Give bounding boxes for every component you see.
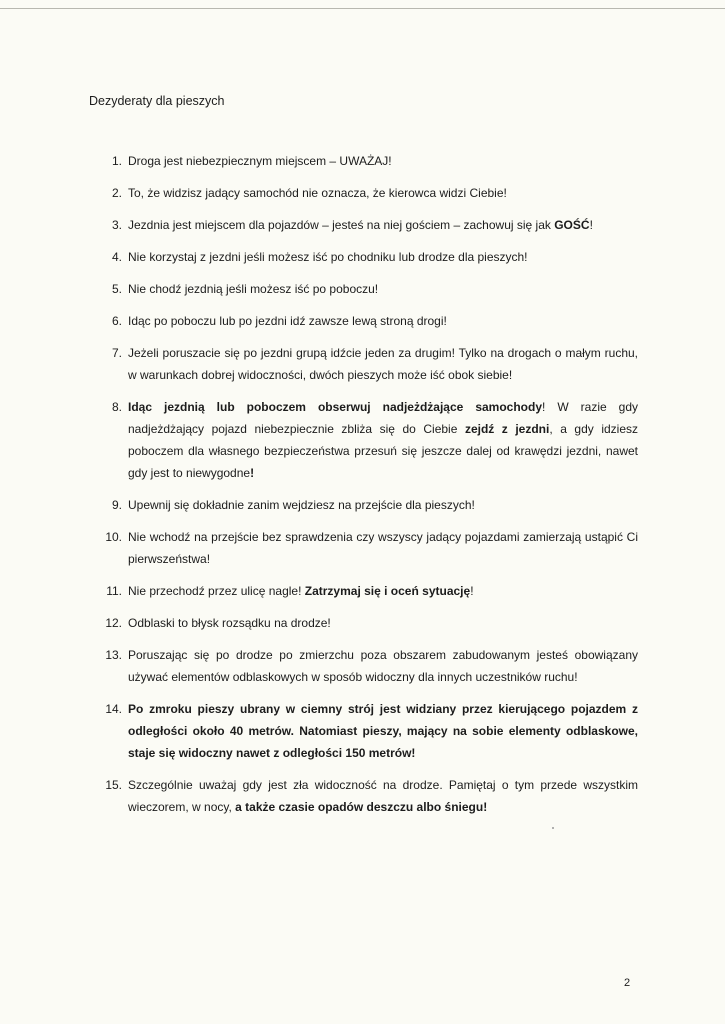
list-item-number: 3. bbox=[111, 218, 122, 232]
bold-text-segment: zejdź z jezdni bbox=[464, 422, 550, 436]
list-item bbox=[0, 644, 725, 688]
text-segment: ! bbox=[589, 218, 593, 232]
text-segment: ! bbox=[470, 584, 474, 598]
list-item-text bbox=[128, 278, 638, 300]
list-item-number: 13. bbox=[105, 648, 122, 662]
list-item-number: 9. bbox=[111, 498, 122, 512]
page-number: 2 bbox=[624, 977, 631, 989]
text-segment: , a gdy idziesz poboczem dla własnego bezpieczeństwa przesuń się jeszcze dalej od krawędzi jezdni, nawet gdy jest to niewygodne bbox=[128, 422, 638, 480]
list-item-text bbox=[128, 214, 638, 236]
list-item-number: 15. bbox=[105, 778, 122, 792]
bold-text-segment: GOŚĆ bbox=[554, 218, 590, 232]
numbered-list bbox=[0, 150, 725, 828]
list-item-number: 11. bbox=[106, 584, 122, 598]
list-item-number: 14. bbox=[105, 702, 122, 716]
text-segment: To, że widzisz jadący samochód nie oznacza, że kierowca widzi Ciebie! bbox=[128, 186, 507, 200]
bold-text-segment: Po zmroku pieszy ubrany w ciemny strój jest widziany przez kierującego pojazdem z odległości około 40 metrów. Natomiast pieszy, mający na sobie elementy odblaskowe, staje się widoczny nawet z odległości 150 metrów! bbox=[128, 702, 638, 760]
text-segment: Droga jest niebezpiecznym miejscem – UWAŻAJ! bbox=[128, 154, 392, 168]
list-item bbox=[0, 396, 725, 484]
list-item bbox=[0, 526, 725, 570]
list-item bbox=[0, 774, 725, 818]
list-item-text bbox=[128, 342, 638, 386]
text-segment: Poruszając się po drodze po zmierzchu poza obszarem zabudowanym jesteś obowiązany używać elementów odblaskowych w sposób widoczny dla innych uczestników ruchu! bbox=[128, 648, 638, 684]
list-item-text bbox=[128, 396, 638, 484]
bold-text-segment: a także czasie opadów deszczu albo śniegu! bbox=[235, 800, 488, 814]
list-item bbox=[0, 580, 725, 602]
list-item bbox=[0, 182, 725, 204]
list-item bbox=[0, 698, 725, 764]
text-segment: Nie korzystaj z jezdni jeśli możesz iść po chodniku lub drodze dla pieszych! bbox=[128, 250, 528, 264]
list-item-text bbox=[128, 494, 638, 516]
list-item-number: 2. bbox=[111, 186, 122, 200]
list-item-text bbox=[128, 182, 638, 204]
text-segment: Jeżeli poruszacie się po jezdni grupą idźcie jeden za drugim! Tylko na drogach o małym ruchu, w warunkach dobrej widoczności, dwóch pieszych może iść obok siebie! bbox=[128, 346, 638, 382]
list-item-number: 5. bbox=[111, 282, 122, 296]
list-item-text bbox=[128, 150, 638, 172]
list-item-number: 1. bbox=[111, 154, 122, 168]
text-segment: ! W razie gdy nadjeżdżający pojazd niebezpiecznie zbliża się do Ciebie bbox=[128, 400, 638, 436]
list-item bbox=[0, 612, 725, 634]
text-segment: Nie chodź jezdnią jeśli możesz iść po poboczu! bbox=[128, 282, 379, 296]
list-item bbox=[0, 214, 725, 236]
scan-edge-line bbox=[0, 8, 725, 9]
text-segment: Szczególnie uważaj gdy jest zła widoczność na drodze. Pamiętaj o tym przede wszystkim wieczorem, w nocy, bbox=[128, 778, 638, 814]
scan-speck bbox=[552, 827, 554, 829]
list-item bbox=[0, 150, 725, 172]
list-item-text bbox=[128, 698, 638, 764]
text-segment: Idąc po poboczu lub po jezdni idź zawsze lewą stroną drogi! bbox=[128, 314, 447, 328]
list-item-text bbox=[128, 310, 638, 332]
text-segment: Nie przechodź przez ulicę nagle! bbox=[128, 584, 305, 598]
text-segment: Odblaski to błysk rozsądku na drodze! bbox=[128, 616, 331, 630]
list-item-number: 10. bbox=[105, 530, 122, 544]
list-item-text bbox=[128, 580, 638, 602]
list-item bbox=[0, 310, 725, 332]
list-item-number: 7. bbox=[111, 346, 122, 360]
list-item bbox=[0, 494, 725, 516]
document-title: Dezyderaty dla pieszych bbox=[89, 94, 225, 108]
list-item-number: 4. bbox=[111, 250, 122, 264]
text-segment: Upewnij się dokładnie zanim wejdziesz na przejście dla pieszych! bbox=[128, 498, 475, 512]
bold-text-segment: Idąc jezdnią lub poboczem obserwuj nadjeżdżające samochody bbox=[128, 400, 543, 414]
list-item-text bbox=[128, 246, 638, 268]
text-segment: Jezdnia jest miejscem dla pojazdów – jesteś na niej gościem – zachowuj się jak bbox=[128, 218, 555, 232]
list-item-number: 6. bbox=[111, 314, 122, 328]
list-item-text bbox=[128, 774, 638, 818]
bold-text-segment: Zatrzymaj się i oceń sytuację bbox=[304, 584, 471, 598]
text-segment: Nie wchodź na przejście bez sprawdzenia czy wszyscy jadący pojazdami zamierzają ustąpić Ci pierwszeństwa! bbox=[128, 530, 638, 566]
list-item-number: 8. bbox=[111, 400, 122, 414]
list-item bbox=[0, 278, 725, 300]
list-item bbox=[0, 342, 725, 386]
list-item-text bbox=[128, 612, 638, 634]
bold-text-segment: ! bbox=[250, 466, 255, 480]
list-item-text bbox=[128, 644, 638, 688]
list-item-text bbox=[128, 526, 638, 570]
list-item-number: 12. bbox=[105, 616, 122, 630]
list-item bbox=[0, 246, 725, 268]
